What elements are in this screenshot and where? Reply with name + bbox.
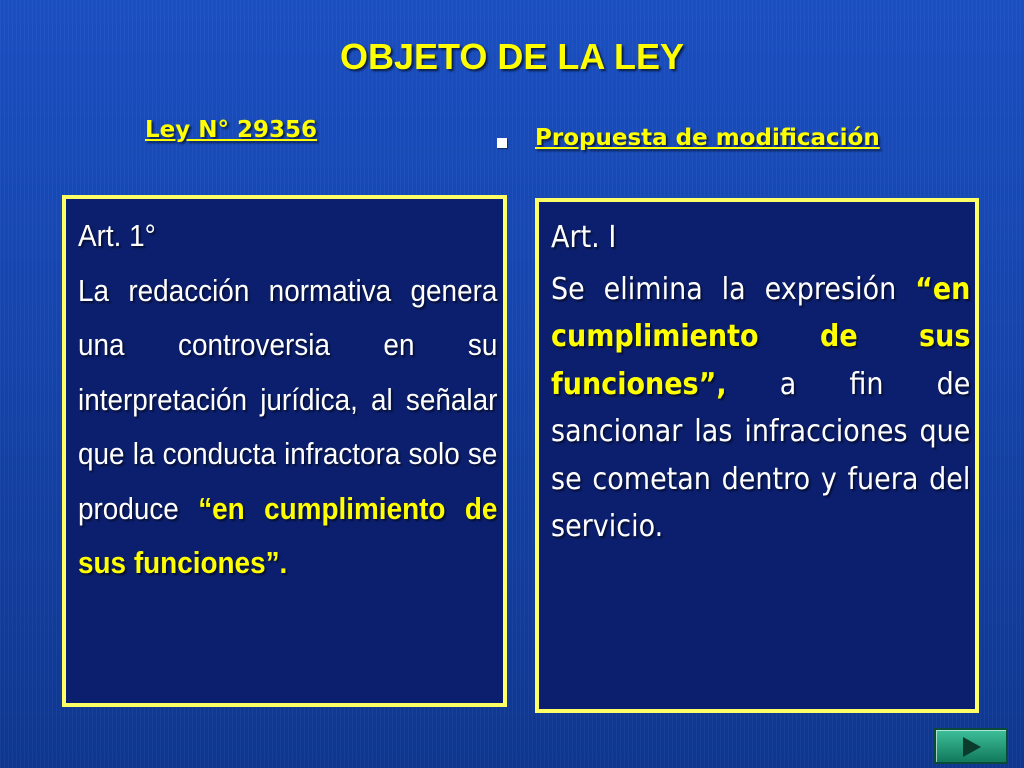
law-heading: Ley N° 29356 bbox=[145, 117, 318, 143]
proposal-article-highlight: “en cumplimiento de sus funciones”, bbox=[551, 271, 971, 402]
next-slide-button[interactable] bbox=[934, 728, 1008, 764]
proposal-box bbox=[535, 198, 979, 713]
current-article-number: Art. 1° bbox=[78, 218, 156, 253]
next-slide-arrow-icon bbox=[962, 736, 982, 758]
proposal-heading: Propuesta de modificación bbox=[535, 125, 880, 151]
proposal-article-paragraph bbox=[551, 266, 970, 551]
current-law-text bbox=[78, 209, 497, 591]
current-article-body: La redacción normativa genera una controversia en su interpretación jurídica, al señalar que la conducta infractora solo se produce bbox=[78, 272, 498, 526]
current-article-highlight: “en cumplimiento de sus funciones”. bbox=[78, 490, 498, 580]
slide-title: OBJETO DE LA LEY bbox=[339, 36, 685, 77]
bullet-square-icon bbox=[497, 138, 507, 148]
proposal-article-number: Art. I bbox=[551, 220, 617, 255]
proposal-text bbox=[551, 214, 970, 551]
current-law-box bbox=[62, 195, 507, 707]
proposal-article-body-end: a fin de sancionar las infracciones que se cometan dentro y fuera del servicio. bbox=[551, 366, 971, 544]
current-article-paragraph bbox=[78, 264, 497, 591]
proposal-article-body-start: Se elimina la expresión bbox=[551, 271, 916, 307]
